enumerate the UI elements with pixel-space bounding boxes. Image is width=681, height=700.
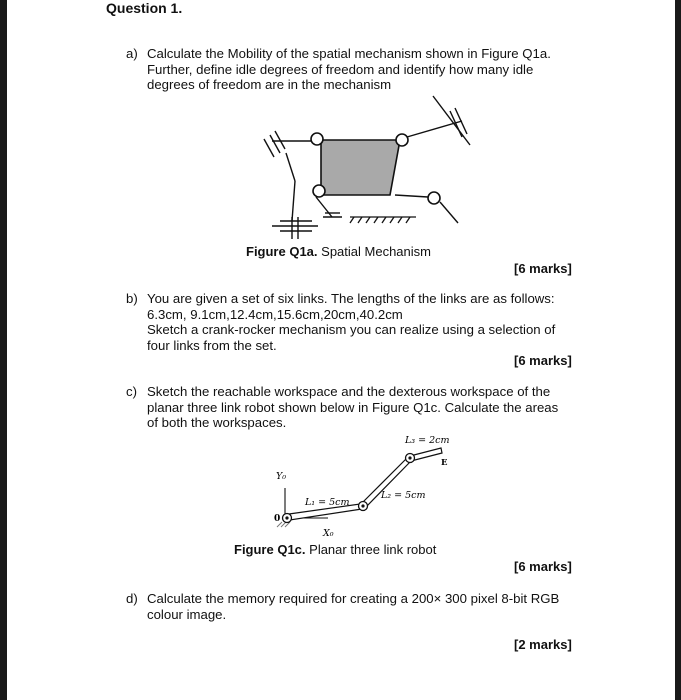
figure-q1c-planar-robot	[268, 430, 468, 540]
part-a-text	[147, 46, 577, 93]
label-y0: Y₀	[276, 471, 287, 482]
figure-q1c-caption-text: Planar three link robot	[305, 542, 437, 557]
part-a-marks: [6 marks]	[514, 261, 572, 276]
part-a-line-3: degrees of freedom are in the mechanism	[147, 77, 392, 92]
bottom-left-link	[316, 197, 342, 217]
label-l2: L₂ = 5cm	[381, 490, 426, 501]
question-title: Question 1.	[106, 0, 183, 16]
figure-q1a-caption-text: Spatial Mechanism	[317, 244, 431, 259]
figure-q1a-caption	[246, 244, 431, 259]
label-x0: X₀	[323, 528, 334, 539]
figure-q1a-caption-bold: Figure Q1a.	[246, 244, 318, 259]
part-c-line-2: planar three link robot shown below in Figure Q1c. Calculate the areas	[147, 399, 559, 415]
part-d-line-2: colour image.	[147, 606, 227, 622]
part-c-text	[147, 384, 577, 431]
right-upper-link	[407, 96, 470, 145]
part-a-label: a)	[126, 46, 138, 61]
right-edge-shadow	[675, 0, 681, 700]
bottom-left-bearing	[272, 217, 318, 239]
part-b-text	[147, 291, 577, 353]
figure-q1c-caption-bold: Figure Q1c.	[234, 542, 306, 557]
part-c-marks: [6 marks]	[514, 559, 572, 574]
figure-q1c-caption	[234, 542, 436, 557]
part-d-marks: [2 marks]	[514, 637, 572, 652]
part-d-text	[147, 591, 577, 622]
figure-q1a-spatial-mechanism	[250, 93, 480, 243]
part-b-line-3: Sketch a crank-rocker mechanism you can realize using a selection of	[147, 322, 556, 337]
part-c-line-1: Sketch the reachable workspace and the dexterous workspace of the	[147, 384, 551, 399]
joint-top-left	[311, 133, 323, 145]
part-b-label: b)	[126, 291, 138, 306]
part-d-line-1: Calculate the memory required for creating a 200× 300 pixel 8-bit RGB	[147, 591, 560, 606]
joint-top-right	[396, 134, 408, 146]
label-origin: 0	[274, 514, 281, 524]
part-c-line-3: of both the workspaces.	[147, 415, 287, 430]
part-d-label: d)	[126, 591, 138, 606]
part-a-line-2: Further, define idle degrees of freedom and identify how many idle	[147, 61, 534, 77]
part-b-line-1: You are given a set of six links. The lengths of the links are as follows:	[147, 291, 555, 306]
joint-bottom-left	[313, 185, 325, 197]
right-lower-link	[395, 195, 458, 223]
label-l3: L₃ = 2cm	[405, 435, 450, 446]
left-edge-shadow	[0, 0, 7, 700]
part-b-marks: [6 marks]	[514, 353, 572, 368]
label-l1: L₁ = 5cm	[305, 497, 350, 508]
part-b-line-2: 6.3cm, 9.1cm,12.4cm,15.6cm,20cm,40.2cm	[147, 306, 403, 322]
joint-2-center	[361, 504, 364, 507]
label-end-effector: E	[441, 458, 448, 468]
joint-base-center	[285, 516, 288, 519]
ground-line	[350, 217, 416, 223]
left-bearing-support	[264, 131, 318, 221]
joint-3-center	[408, 456, 411, 459]
part-b-line-4: four links from the set.	[147, 337, 277, 353]
part-c-label: c)	[126, 384, 137, 399]
coupler-link	[321, 140, 400, 195]
joint-right-end	[428, 192, 440, 204]
part-a-line-1: Calculate the Mobility of the spatial mechanism shown in Figure Q1a.	[147, 46, 551, 61]
